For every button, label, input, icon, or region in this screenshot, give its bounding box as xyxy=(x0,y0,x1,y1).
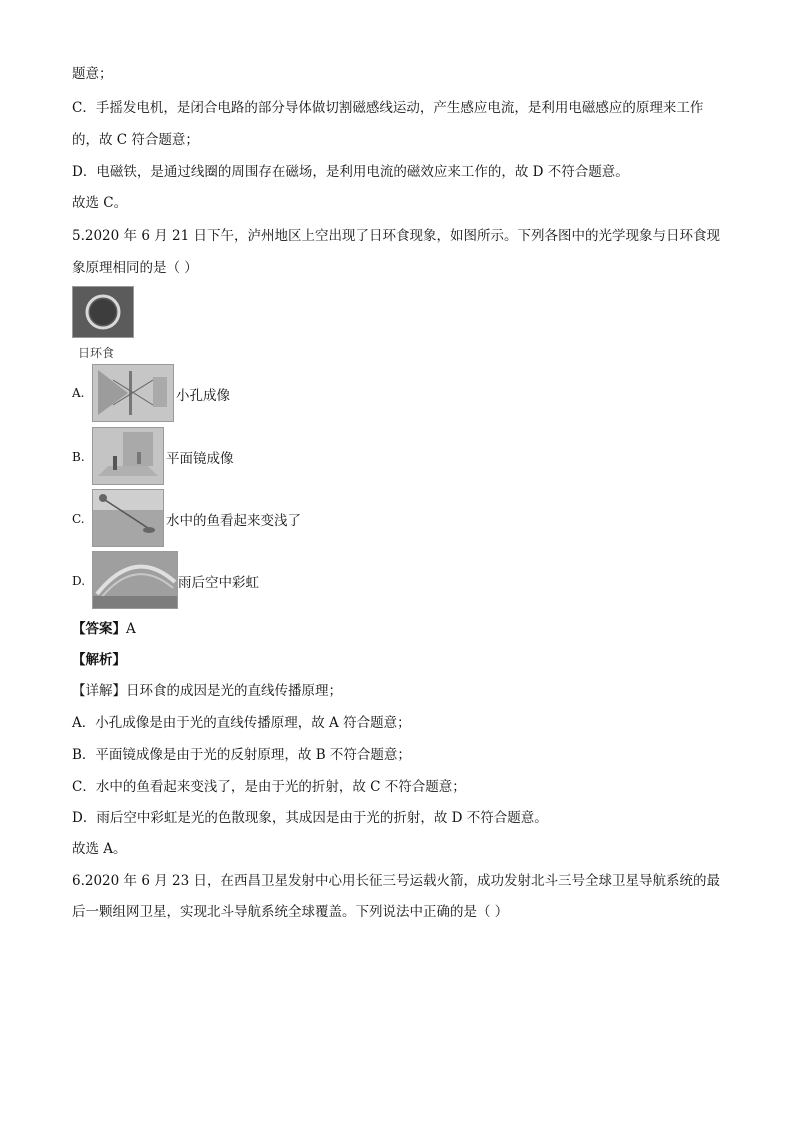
question-6-line-1: 6.2020 年 6 月 23 日，在西昌卫星发射中心用长征三号运载火箭，成功发射北斗三号全球卫星导航系统的最 xyxy=(72,873,720,889)
line-4: D．电磁铁，是通过线圈的周围存在磁场，是利用电流的磁效应来工作的，故 D 不符合题意。 xyxy=(72,164,629,180)
option-d-label: 雨后空中彩虹 xyxy=(178,575,259,591)
eclipse-image xyxy=(72,286,134,338)
detail-line-6: 故选 A。 xyxy=(72,841,127,857)
eclipse-caption: 日环食 xyxy=(78,346,115,360)
question-5-line-1: 5.2020 年 6 月 21 日下午，泸州地区上空出现了日环食现象，如图所示。下列各图中的光学现象与日环食现 xyxy=(72,228,720,244)
option-d-image xyxy=(92,551,178,609)
detail-line-4: C．水中的鱼看起来变浅了，是由于光的折射，故 C 不符合题意； xyxy=(72,779,466,795)
option-d-letter: D. xyxy=(72,574,86,588)
option-c-letter: C. xyxy=(72,512,85,526)
analysis-heading: 【解析】 xyxy=(72,652,126,668)
detail-line-3: B．平面镜成像是由于光的反射原理，故 B 不符合题意； xyxy=(72,747,411,763)
option-a-image xyxy=(92,364,174,422)
option-c-image xyxy=(92,489,164,547)
answer-line xyxy=(72,619,136,639)
option-a-label: 小孔成像 xyxy=(176,388,230,404)
question-6-line-2: 后一颗组网卫星，实现北斗导航系统全球覆盖。下列说法中正确的是（ ） xyxy=(72,904,509,920)
detail-line-1: 【详解】日环食的成因是光的直线传播原理； xyxy=(72,683,342,699)
line-3: 的，故 C 符合题意； xyxy=(72,132,199,148)
line-5: 故选 C。 xyxy=(72,195,128,211)
line-2: C．手摇发电机，是闭合电路的部分导体做切割磁感线运动，产生感应电流，是利用电磁感应的原理来工作 xyxy=(72,100,704,116)
option-c-label: 水中的鱼看起来变浅了 xyxy=(166,513,301,529)
option-b-letter: B. xyxy=(72,450,85,464)
option-a-letter: A. xyxy=(72,386,85,400)
detail-line-2: A．小孔成像是由于光的直线传播原理，故 A 符合题意； xyxy=(72,715,411,731)
question-5-line-2: 象原理相同的是（ ） xyxy=(72,260,198,276)
option-b-label: 平面镜成像 xyxy=(166,451,234,467)
line-1: 题意； xyxy=(72,66,113,82)
answer-label: 【答案】 xyxy=(72,621,126,637)
option-b-image xyxy=(92,427,164,485)
detail-line-5: D．雨后空中彩虹是光的色散现象，其成因是由于光的折射，故 D 不符合题意。 xyxy=(72,810,548,826)
answer-value: A xyxy=(126,621,136,637)
